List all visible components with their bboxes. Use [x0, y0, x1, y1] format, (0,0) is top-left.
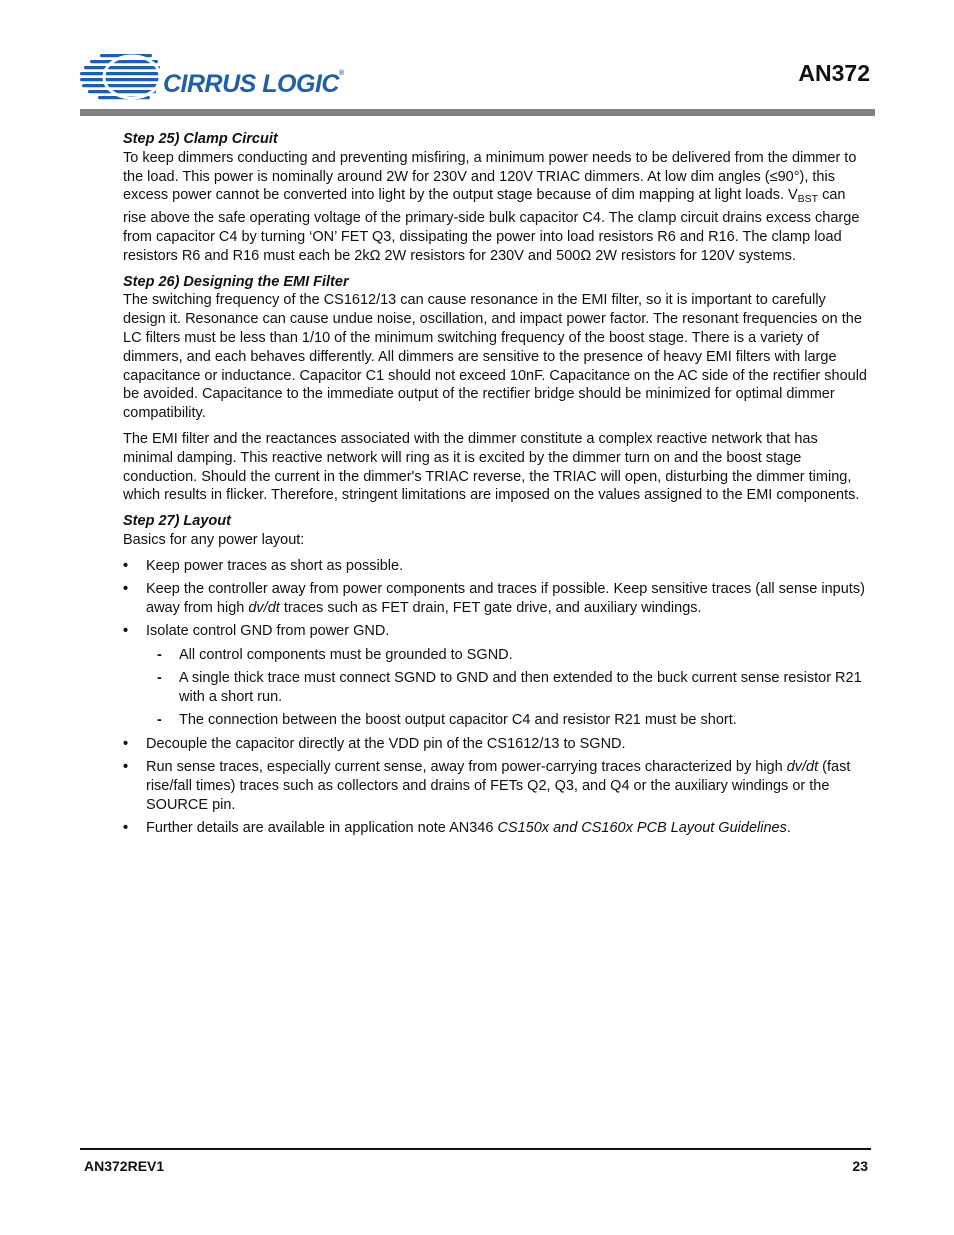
bullet-item: • Keep the controller away from power components and traces if possible. Keep sensitive traces (all sense inputs) away from high dv/dt traces such as FET drain, FET gate drive, and auxiliary windings. — [123, 580, 869, 618]
header-rule — [80, 109, 875, 116]
bullet-item: • Further details are available in application note AN346 CS150x and CS160x PCB Layout Guidelines. — [123, 819, 869, 838]
bullet-item: • Decouple the capacitor directly at the VDD pin of the CS1612/13 to SGND. — [123, 735, 869, 754]
step-26-title: Step 26) Designing the EMI Filter — [123, 273, 349, 290]
step-26-paragraph-1: The switching frequency of the CS1612/13 can cause resonance in the EMI filter, so it is important to carefully design it. Resonance can cause undue noise, oscillation, and impact power factor. The resonant frequencies on the LC filters must be less than 1/10 of the minimum switching frequency of the boost stage. There is a variety of dimmers, and each behaves differently. All dimmers are sensitive to the presence of heavy EMI filters with large capacitance or inductance. Capacitor C1 should not exceed 10nF. Capacitance on the AC side of the rectifier should be avoided. Capacitance to the immediate output of the rectifier bridge should be minimized for optimal dimmer compatibility. — [123, 292, 867, 422]
bullet-item: • Run sense traces, especially current sense, away from power-carrying traces characterized by high dv/dt (fast rise/fall times) traces such as collectors and drains of FETs Q2, Q3, and Q4 or the auxiliary windings or the SOURCE pin. — [123, 758, 869, 814]
step-25-title: Step 25) Clamp Circuit — [123, 131, 278, 147]
step-25-paragraph: To keep dimmers conducting and preventing misfiring, a minimum power needs to be delivered from the dimmer to the load. This power is nominally around 2W for 230V and 120V TRIAC dimmers. At low dim angles (≤90°), this excess power cannot be converted into light by the output stage because of dim mapping at light loads. $V_{BST}$ can rise above the safe operating voltage of the primary-side bulk capacitor C4. The clamp circuit drains excess charge from capacitor C4 by turning ‘ON’ FET Q3, dissipating the power into load resistors R6 and R16. The clamp load resistors R6 and R16 must each be 2kΩ 2W resistors for 230V and 500Ω 2W resistors for 120V systems. — [123, 149, 860, 264]
bullet-item: • Keep power traces as short as possible. — [123, 557, 869, 576]
step-27-section — [123, 512, 869, 838]
layout-bullet-list — [123, 557, 869, 838]
logo-wordmark: CIRRUS LOGIC® — [163, 70, 344, 98]
step-25-section — [123, 130, 869, 266]
page-number: 23 — [852, 1158, 868, 1174]
dash-item: - The connection between the boost output capacitor C4 and resistor R21 must be short. — [146, 711, 869, 730]
step-26-section — [123, 273, 869, 506]
page-body — [123, 130, 869, 845]
logo-stripes-icon — [80, 52, 162, 102]
bullet-item: • Isolate control GND from power GND. - All control components must be grounded to SGND. - A single thick trace must connect SGND to GND and then extended to the buck current sense resistor R21 with a short run. - The connection between the boost output capacitor C4 and resistor R21 must be short. — [123, 622, 869, 730]
document-revision: AN372REV1 — [84, 1158, 165, 1174]
step-27-title: Step 27) Layout — [123, 513, 231, 530]
cirrus-logic-logo — [80, 52, 360, 104]
step-26-paragraph-2: The EMI filter and the reactances associated with the dimmer constitute a complex reactive network that has minimal damping. This reactive network will ring as it is excited by the dimmer turn on and the boost stage conduction. Should the current in the dimmer's TRIAC reverse, the TRIAC will open, disturbing the dimmer timing, which results in flicker. Therefore, stringent limitations are imposed on the values assigned to the EMI components. — [123, 430, 860, 504]
step-27-intro: Basics for any power layout: — [123, 531, 305, 548]
footer-rule — [80, 1148, 871, 1150]
dash-item: - A single thick trace must connect SGND to GND and then extended to the buck current sense resistor R21 with a short run. — [146, 669, 869, 707]
dash-item: - All control components must be grounded to SGND. — [146, 646, 869, 665]
document-code: AN372 — [798, 60, 870, 86]
dash-sub-list — [146, 646, 869, 730]
